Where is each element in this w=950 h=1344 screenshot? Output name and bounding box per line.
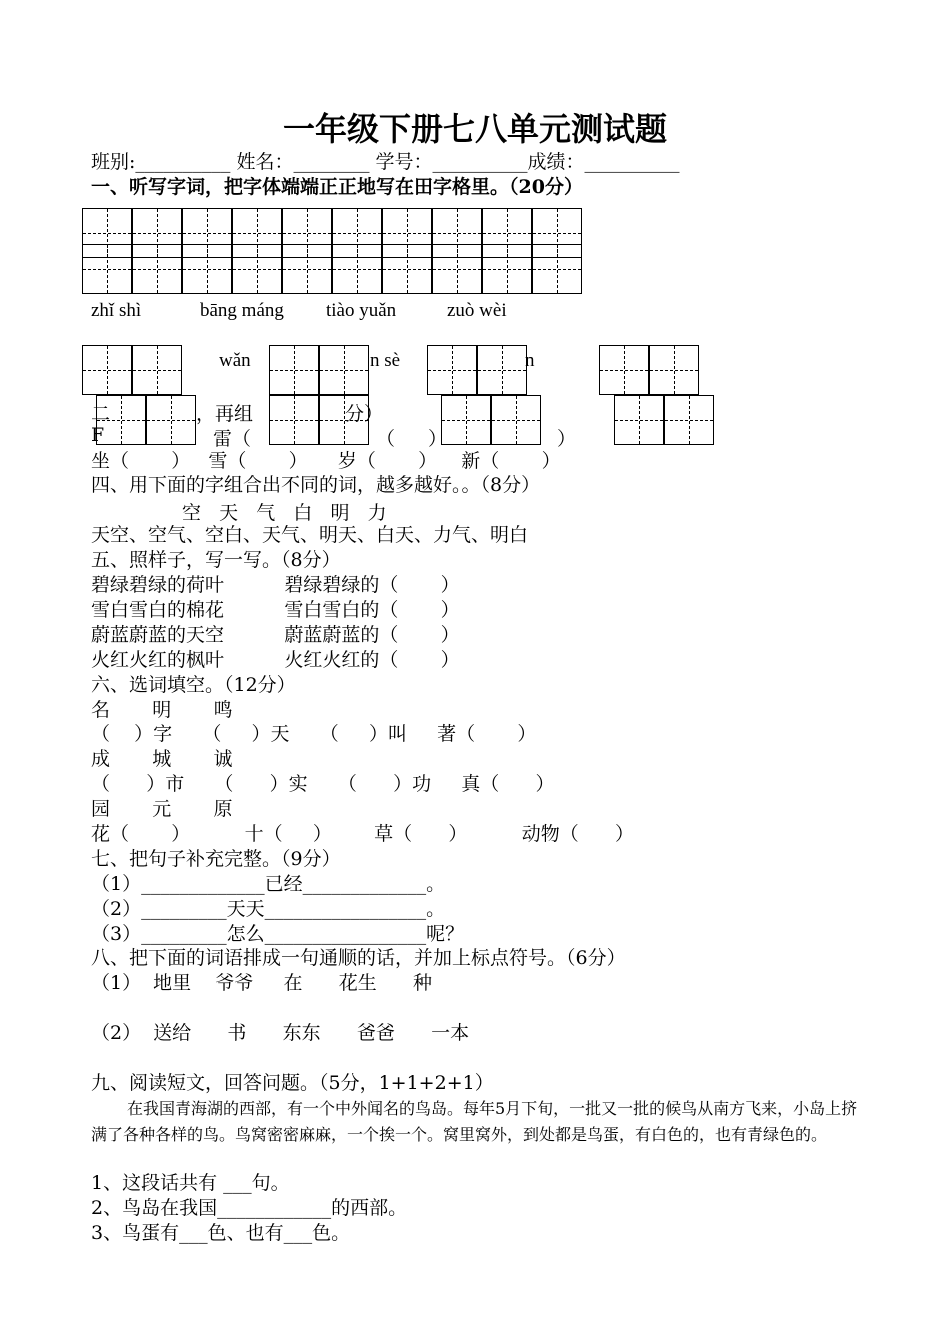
- tianzige-cell[interactable]: [282, 244, 332, 294]
- tianzige-cell[interactable]: [649, 345, 699, 395]
- page-title: 一年级下册七八单元测试题: [282, 110, 667, 148]
- tianzige-cell[interactable]: [232, 244, 282, 294]
- section-3-heading-tail: 分）: [345, 403, 384, 425]
- section-3-row1-item: 雷（: [213, 428, 252, 450]
- pinyin-label: tiào yuǎn: [326, 300, 397, 321]
- section-9-heading: 九、阅读短文，回答问题。（5分，1+1+2+1）: [91, 1072, 494, 1094]
- tianzige-cell[interactable]: [664, 395, 714, 445]
- pinyin-label: zuò wèi: [447, 300, 507, 321]
- section-6-line: 园 元 原: [91, 798, 233, 820]
- section-3-row1-item: ）: [557, 428, 577, 450]
- tianzige-cell[interactable]: [319, 395, 369, 445]
- section-7-line: （3）_________怎么_________________呢？: [91, 923, 465, 945]
- section-3-row1-item: （: [376, 428, 396, 450]
- tianzige-cell[interactable]: [427, 345, 477, 395]
- pinyin-label: n: [525, 350, 535, 371]
- section-6-line: 名 明 鸣: [91, 699, 233, 721]
- tianzige-cell[interactable]: [82, 244, 132, 294]
- tianzige-cell[interactable]: [614, 395, 664, 445]
- student-info-line: 班别:__________ 姓名：________ 学号：__________成绩：__________: [91, 151, 680, 173]
- tianzige-cell[interactable]: [269, 395, 319, 445]
- section-4-answer: 天空、空气、空白、天气、明天、白天、力气、明白: [91, 524, 529, 546]
- section-9-question: 3、鸟蛋有___色、也有___色。: [91, 1222, 351, 1244]
- section-3-row1-left-edge: F: [91, 424, 105, 446]
- tianzige-cell[interactable]: [96, 395, 146, 445]
- section-3-row2: 坐（ ） 雪（ ） 岁（ ） 新（ ）: [91, 450, 561, 472]
- section-3-heading-left-edge: 二: [91, 403, 111, 425]
- tianzige-cell[interactable]: [82, 345, 132, 395]
- pinyin-label: zhǐ shì: [91, 300, 142, 321]
- section-5-line: 火红火红的枫叶 火红火红的（ ）: [91, 649, 460, 671]
- section-8-line: （1） 地里 爷爷 在 花生 种: [91, 972, 432, 994]
- section-9-question: 1、这段话共有 ___句。: [91, 1172, 290, 1194]
- tianzige-cell[interactable]: [132, 345, 182, 395]
- section-5-line: 蔚蓝蔚蓝的天空 蔚蓝蔚蓝的（ ）: [91, 624, 460, 646]
- section-5-line: 碧绿碧绿的荷叶 碧绿碧绿的（ ）: [91, 574, 460, 596]
- section-7-line: （1）_____________已经_____________。: [91, 873, 446, 895]
- tianzige-cell[interactable]: [269, 345, 319, 395]
- section-5-line: 雪白雪白的棉花 雪白雪白的（ ）: [91, 599, 460, 621]
- tianzige-cell[interactable]: [132, 244, 182, 294]
- section-6-line: （ ）字 （ ）天 （ ）叫 著（ ）: [91, 723, 537, 745]
- tianzige-cell[interactable]: [477, 345, 527, 395]
- tianzige-cell[interactable]: [182, 244, 232, 294]
- section-4-chars: 空 天 气 白 明 力: [182, 502, 387, 524]
- tianzige-cell[interactable]: [482, 244, 532, 294]
- section-6-heading: 六、选词填空。（12分）: [91, 674, 296, 696]
- section-3-row1-item: ）: [428, 428, 448, 450]
- tianzige-cell[interactable]: [532, 244, 582, 294]
- tianzige-cell[interactable]: [319, 345, 369, 395]
- section-1-heading: 一、听写字词，把字体端端正正地写在田字格里。（20分）: [91, 176, 583, 198]
- section-7-heading: 七、把句子补充完整。（9分）: [91, 848, 341, 870]
- tianzige-cell[interactable]: [441, 395, 491, 445]
- tianzige-cell[interactable]: [146, 395, 196, 445]
- section-9-question: 2、鸟岛在我国____________的西部。: [91, 1197, 408, 1219]
- tianzige-cell[interactable]: [491, 395, 541, 445]
- section-6-line: 花（ ） 十（ ） 草（ ） 动物（ ）: [91, 823, 634, 845]
- section-3-heading-fragment: ，再组: [196, 403, 254, 425]
- section-4-heading: 四、用下面的字组合出不同的词，越多越好。。（8分）: [91, 474, 541, 496]
- section-7-line: （2）_________天天_________________。: [91, 898, 446, 920]
- tianzige-cell[interactable]: [599, 345, 649, 395]
- pinyin-label: bāng máng: [200, 300, 284, 321]
- tianzige-cell[interactable]: [432, 244, 482, 294]
- section-9-passage: 在我国青海湖的西部，有一个中外闻名的鸟岛。每年5月下旬，一批又一批的候鸟从南方飞来，小岛上挤满了各种各样的鸟。鸟窝密密麻麻，一个挨一个。窝里窝外，到处都是鸟蛋，有白色的，也有青绿色的。: [91, 1099, 858, 1144]
- section-6-line: （ ）市 （ ）实 （ ）功 真（ ）: [91, 773, 555, 795]
- tianzige-cell[interactable]: [332, 244, 382, 294]
- section-8-line: （2） 送给 书 东东 爸爸 一本: [91, 1022, 470, 1044]
- section-5-heading: 五、照样子，写一写。（8分）: [91, 549, 341, 571]
- section-8-heading: 八、把下面的词语排成一句通顺的话，并加上标点符号。（6分）: [91, 947, 626, 969]
- tianzige-cell[interactable]: [382, 244, 432, 294]
- section-6-line: 成 城 诚: [91, 748, 233, 770]
- pinyin-label: n sè: [370, 350, 401, 371]
- pinyin-label: wǎn: [219, 350, 251, 371]
